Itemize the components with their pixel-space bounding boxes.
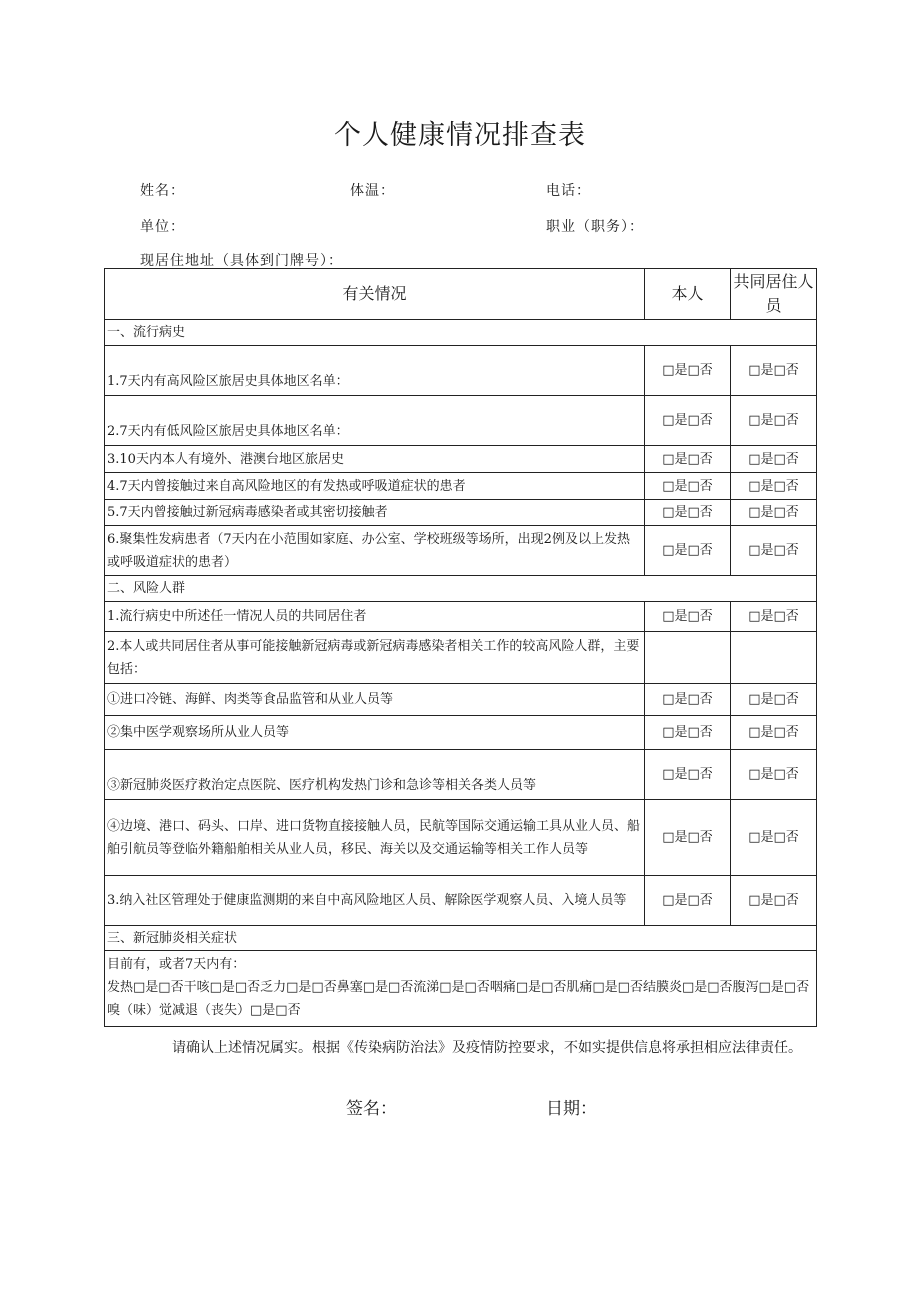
self-yes-no-checkbox[interactable]: □是□否	[645, 684, 731, 716]
page-title: 个人健康情况排查表	[334, 120, 586, 151]
row-text: 2.7天内有低风险区旅居史具体地区名单：	[105, 396, 645, 446]
self-yes-no-checkbox[interactable]: □是□否	[645, 346, 731, 396]
empty-cell	[645, 632, 731, 684]
section-risk-groups: 二、风险人群	[105, 576, 817, 602]
cohabitant-yes-no-checkbox[interactable]: □是□否	[731, 602, 817, 632]
row-text: ①进口冷链、海鲜、肉类等食品监管和从业人员等	[105, 684, 645, 716]
empty-cell	[731, 632, 817, 684]
table-row	[105, 346, 817, 396]
self-yes-no-checkbox[interactable]: □是□否	[645, 473, 731, 500]
cohabitant-yes-no-checkbox[interactable]: □是□否	[731, 446, 817, 473]
health-screening-table	[104, 268, 817, 1027]
occupation-field-label: 职业（职务）：	[546, 219, 644, 235]
row-text: 2.本人或共同居住者从事可能接触新冠病毒或新冠病毒感染者相关工作的较高风险人群，主要包括：	[105, 632, 645, 684]
self-yes-no-checkbox[interactable]: □是□否	[645, 500, 731, 526]
cohabitant-yes-no-checkbox[interactable]: □是□否	[731, 526, 817, 576]
cohabitant-yes-no-checkbox[interactable]: □是□否	[731, 346, 817, 396]
row-text: 3.10天内本人有境外、港澳台地区旅居史	[105, 446, 645, 473]
table-row	[105, 716, 817, 750]
cohabitant-yes-no-checkbox[interactable]: □是□否	[731, 473, 817, 500]
cohabitant-yes-no-checkbox[interactable]: □是□否	[731, 396, 817, 446]
self-yes-no-checkbox[interactable]: □是□否	[645, 750, 731, 800]
section-row	[105, 926, 817, 951]
row-text: 5.7天内曾接触过新冠病毒感染者或其密切接触者	[105, 500, 645, 526]
table-row	[105, 473, 817, 500]
name-field-label: 姓名：	[140, 183, 185, 199]
row-text: 4.7天内曾接触过来自高风险地区的有发热或呼吸道症状的患者	[105, 473, 645, 500]
header-situation: 有关情况	[105, 269, 645, 320]
cohabitant-yes-no-checkbox[interactable]: □是□否	[731, 750, 817, 800]
cohabitant-yes-no-checkbox[interactable]: □是□否	[731, 684, 817, 716]
cohabitant-yes-no-checkbox[interactable]: □是□否	[731, 876, 817, 926]
symptoms-intro: 目前有，或者7天内有：	[107, 957, 246, 972]
table-row	[105, 800, 817, 876]
table-row	[105, 500, 817, 526]
table-row	[105, 446, 817, 473]
cohabitant-yes-no-checkbox[interactable]: □是□否	[731, 800, 817, 876]
table-row	[105, 684, 817, 716]
section-row	[105, 320, 817, 346]
unit-field-label: 单位：	[140, 219, 185, 235]
header-cohabitant: 共同居住人员	[731, 269, 817, 320]
table-row	[105, 396, 817, 446]
section-epidemiology: 一、流行病史	[105, 320, 817, 346]
section-symptoms: 三、新冠肺炎相关症状	[105, 926, 817, 951]
table-header-row	[105, 269, 817, 320]
cohabitant-yes-no-checkbox[interactable]: □是□否	[731, 716, 817, 750]
symptoms-list[interactable]: 发热□是□否干咳□是□否乏力□是□否鼻塞□是□否流涕□是□否咽痛□是□否肌痛□是□否结膜炎□是□否腹泻□是□否嗅（味）觉减退（丧失）□是□否	[107, 980, 810, 1018]
row-text: ③新冠肺炎医疗救治定点医院、医疗机构发热门诊和急诊等相关各类人员等	[105, 750, 645, 800]
section-row	[105, 576, 817, 602]
cohabitant-yes-no-checkbox[interactable]: □是□否	[731, 500, 817, 526]
table-row	[105, 951, 817, 1027]
table-row	[105, 602, 817, 632]
self-yes-no-checkbox[interactable]: □是□否	[645, 876, 731, 926]
address-field-label: 现居住地址（具体到门牌号）：	[140, 253, 343, 269]
table-row	[105, 876, 817, 926]
signature-label: 签名：	[346, 1099, 397, 1119]
self-yes-no-checkbox[interactable]: □是□否	[645, 716, 731, 750]
row-text: 6.聚集性发病患者（7天内在小范围如家庭、办公室、学校班级等场所，出现2例及以上发热或呼吸道症状的患者）	[105, 526, 645, 576]
row-text: 1.流行病史中所述任一情况人员的共同居住者	[105, 602, 645, 632]
date-label: 日期：	[546, 1099, 597, 1119]
table-row	[105, 632, 817, 684]
self-yes-no-checkbox[interactable]: □是□否	[645, 396, 731, 446]
table-row	[105, 526, 817, 576]
row-text: 1.7天内有高风险区旅居史具体地区名单：	[105, 346, 645, 396]
table-row	[105, 750, 817, 800]
temperature-field-label: 体温：	[350, 183, 395, 199]
row-text: ④边境、港口、码头、口岸、进口货物直接接触人员，民航等国际交通运输工具从业人员、船舶引航员等登临外籍船舶相关从业人员，移民、海关以及交通运输等相关工作人员等	[105, 800, 645, 876]
declaration-note: 请确认上述情况属实。根据《传染病防治法》及疫情防控要求，不如实提供信息将承担相应法律责任。	[172, 1040, 802, 1056]
phone-field-label: 电话：	[546, 183, 591, 199]
self-yes-no-checkbox[interactable]: □是□否	[645, 446, 731, 473]
self-yes-no-checkbox[interactable]: □是□否	[645, 526, 731, 576]
row-text: ②集中医学观察场所从业人员等	[105, 716, 645, 750]
self-yes-no-checkbox[interactable]: □是□否	[645, 602, 731, 632]
header-self: 本人	[645, 269, 731, 320]
self-yes-no-checkbox[interactable]: □是□否	[645, 800, 731, 876]
symptoms-cell	[105, 951, 817, 1027]
row-text: 3.纳入社区管理处于健康监测期的来自中高风险地区人员、解除医学观察人员、入境人员等	[105, 876, 645, 926]
